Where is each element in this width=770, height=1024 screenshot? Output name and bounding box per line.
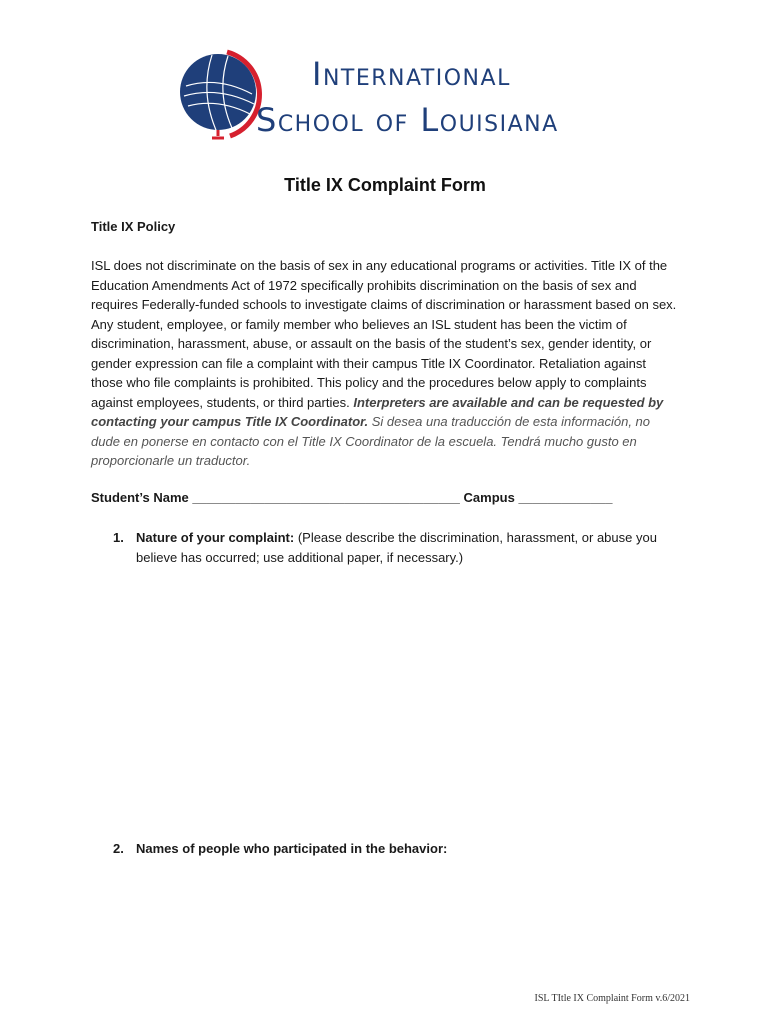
question-2 bbox=[113, 839, 673, 859]
question-1-number: 1. bbox=[113, 530, 124, 545]
logo-line-1: International bbox=[312, 55, 511, 93]
question-2-label: Names of people who participated in the behavior: bbox=[136, 841, 448, 856]
question-1-label: Nature of your complaint: bbox=[136, 530, 295, 545]
campus-label: Campus bbox=[463, 490, 515, 505]
form-title: Title IX Complaint Form bbox=[284, 175, 486, 195]
footer-version: ISL TItle IX Complaint Form v.6/2021 bbox=[534, 993, 690, 1004]
policy-text: ISL does not discriminate on the basis of sex in any educational programs or activities. Title IX of the Education Amendments Act of 1972 specifically prohibits discrimination on the basis of sex and requires Federally-funded schools to investigate claims of discrimination or harassment based on sex. Any student, employee, or family member who believes an ISL student has been the victim of discrimination, harassment, abuse, or assault on the basis of the student’s sex, gender identity, or gender expression can file a complaint with their campus Title IX Coordinator. Retaliation against those who file complaints is prohibited. This policy and the procedures below apply to complaints against employees, students, or third parties. bbox=[91, 258, 677, 410]
question-1-text: (Please describe the discrimination, harassment, or abuse you believe has occurred; use additional paper, if necessary.) bbox=[136, 530, 657, 565]
logo-line-2: School of Louisiana bbox=[256, 101, 559, 139]
student-name-label: Student’s Name bbox=[91, 490, 189, 505]
student-name-field[interactable]: _____________________________________ bbox=[192, 490, 460, 505]
campus-field[interactable]: _____________ bbox=[518, 490, 613, 505]
school-logo bbox=[172, 46, 612, 142]
policy-heading: Title IX Policy bbox=[91, 219, 176, 234]
policy-spanish: Si desea una traducción de esta información, no dude en ponerse en contacto con el Title IX Coordinator de la escuela. Tendrá mucho gusto en proporcionarle un traductor. bbox=[91, 414, 650, 468]
student-info-row bbox=[91, 490, 612, 505]
policy-paragraph bbox=[91, 256, 681, 471]
question-1 bbox=[113, 528, 673, 567]
question-2-number: 2. bbox=[113, 841, 124, 856]
policy-interpreters: Interpreters are available and can be requested by contacting your campus Title IX Coordinator. bbox=[91, 394, 664, 429]
